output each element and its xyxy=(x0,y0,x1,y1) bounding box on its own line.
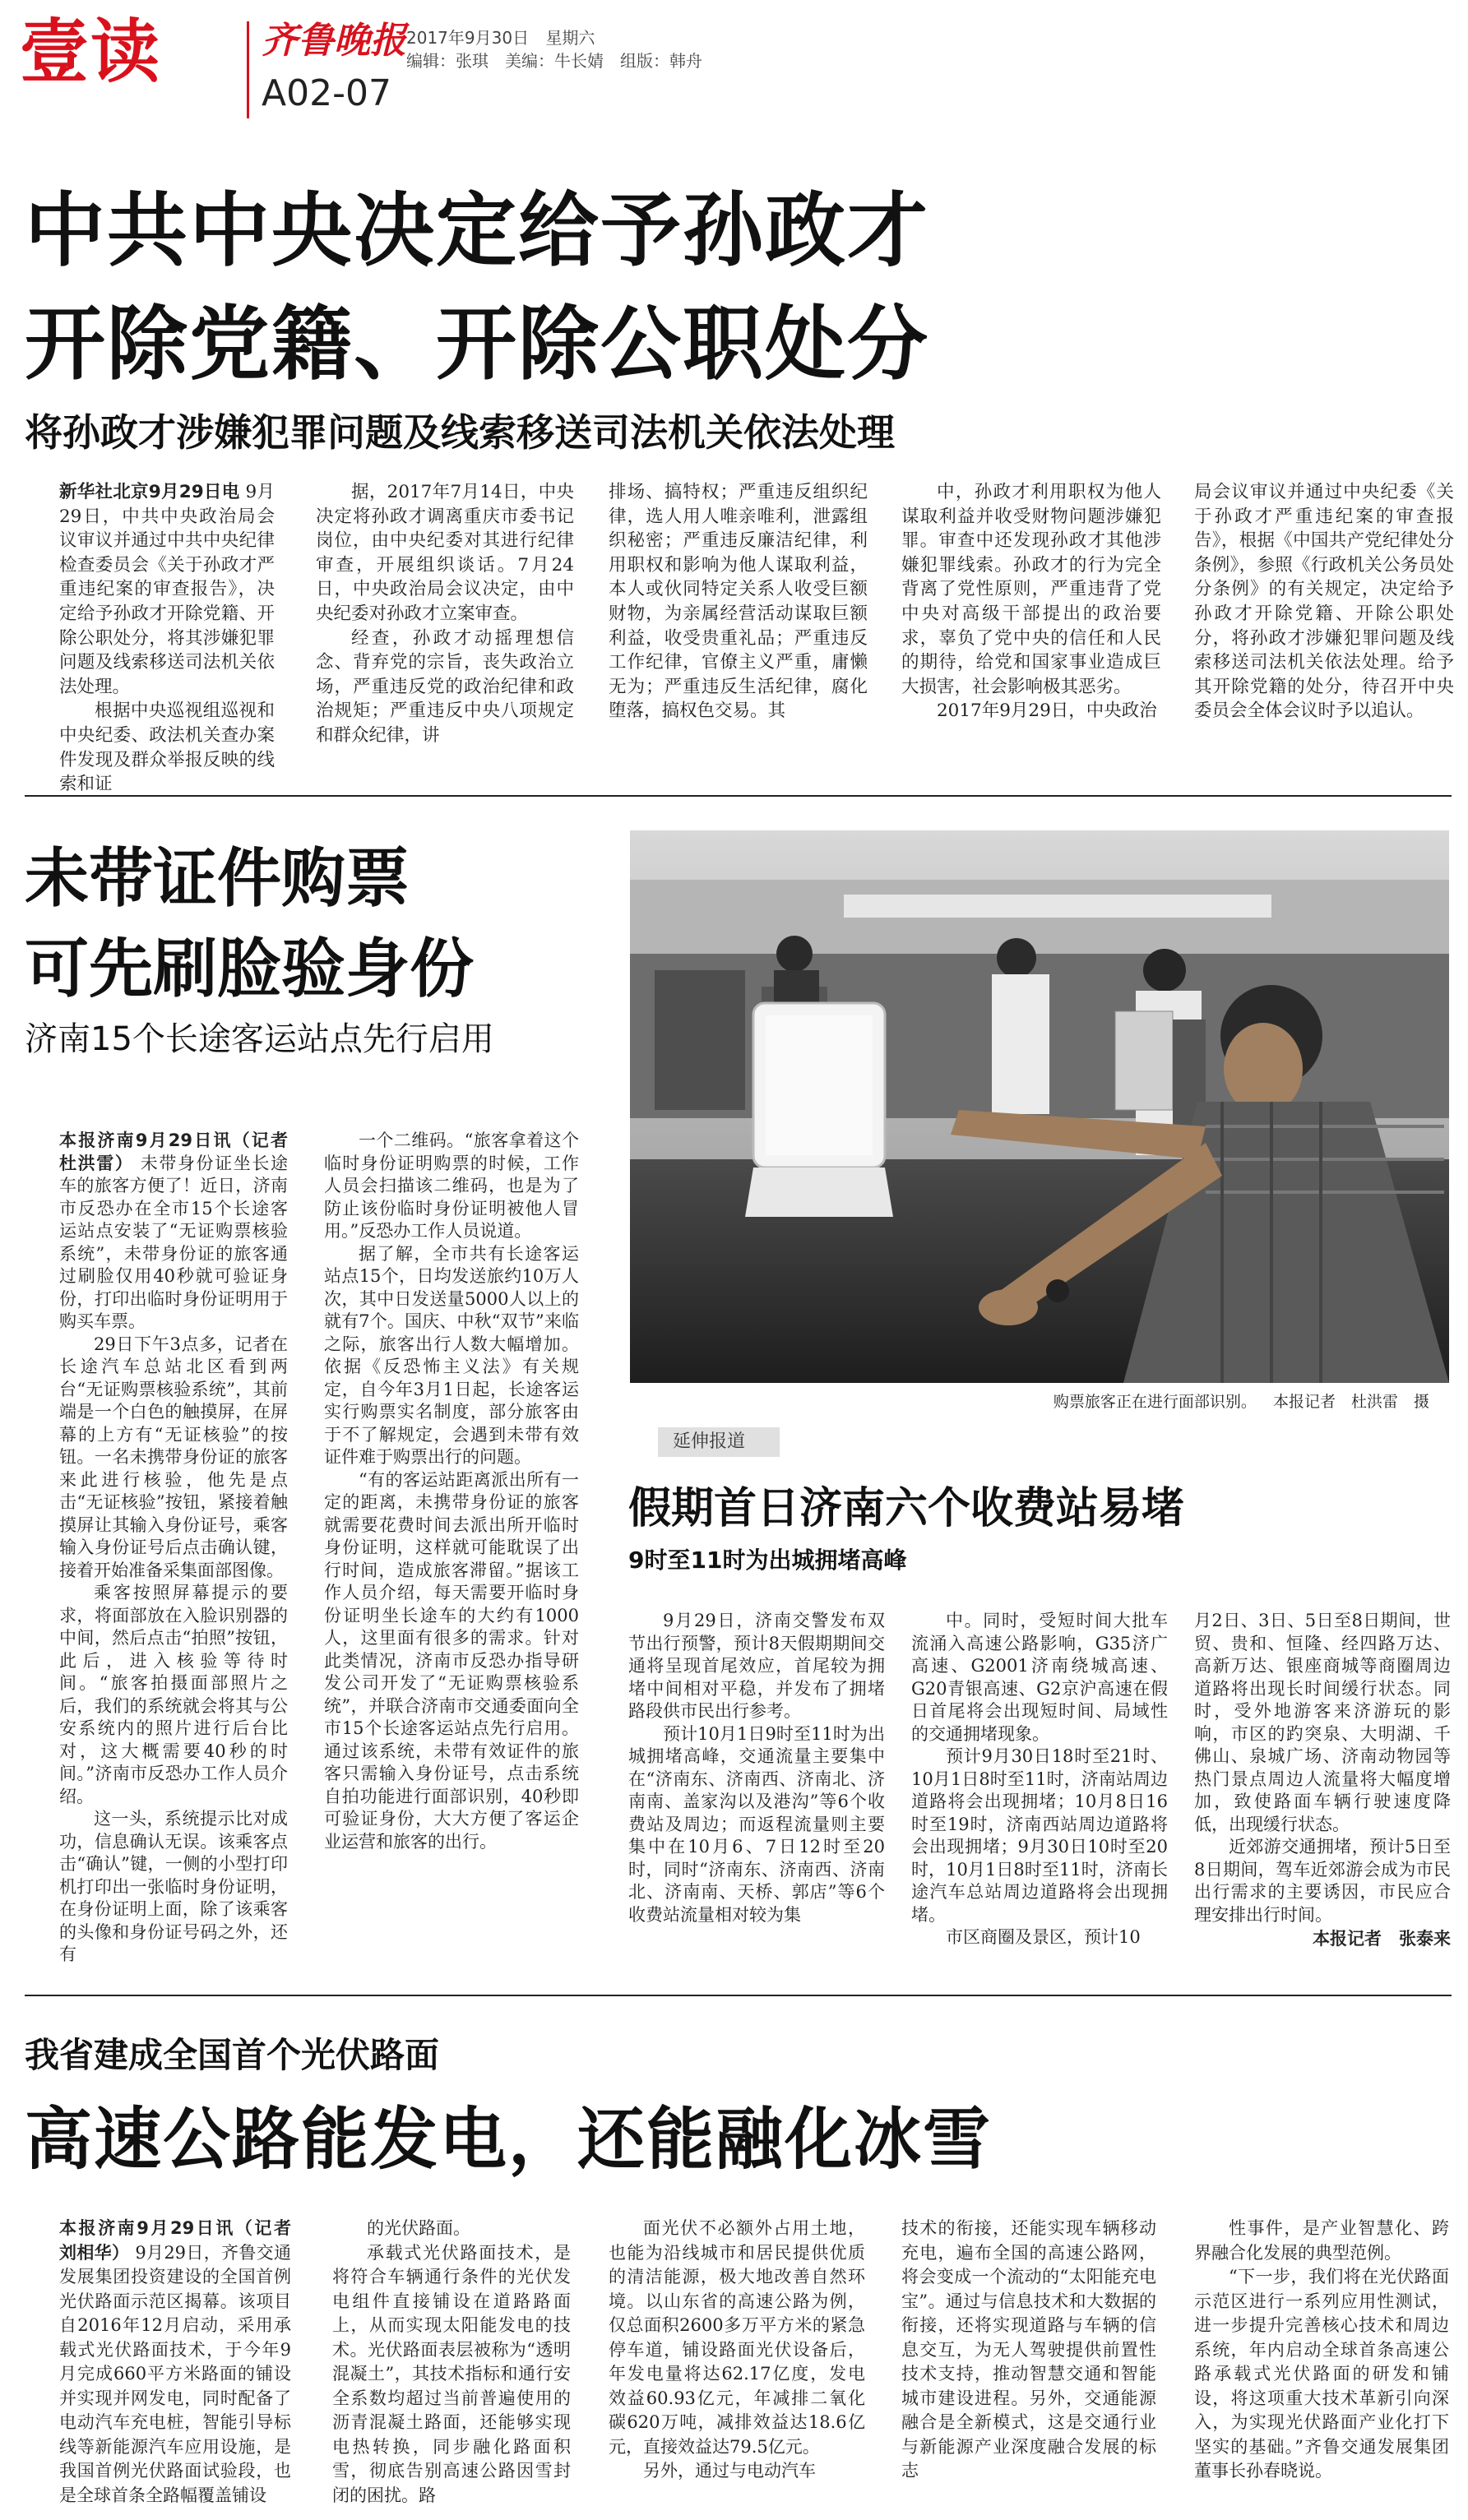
article2-subhead: 济南15个长途客运站点先行启用 xyxy=(25,1020,494,1058)
article2-headline xyxy=(25,834,617,1015)
article1-col2: 据，2017年7月14日，中央决定将孙政才调离重庆市委书记岗位，由中央纪委对其进行纪律审查，开展组织谈话。7月24日，中央政治局会议决定，由中央纪委对孙政才立案审查。 经查，孙政才动摇理想信念、背弃党的宗旨，丧失政治立场，严重违反党的政治纪律和政治规矩；严重违反中央八项规定和群众纪律，讲 xyxy=(316,482,574,746)
face-recognition-photo xyxy=(630,830,1449,1383)
article1-subhead: 将孙政才涉嫌犯罪问题及线索移送司法机关依法处理 xyxy=(25,410,895,455)
article2-col1-text: 未带身份证坐长途车的旅客方便了！近日，济南市反恐办在全市15个长途客运站点安装了“无证购票核验系统”，未带身份证的旅客通过刷脸仅用40秒就可验证身份，打印出临时身份证明用于购买车票。 29日下午3点多，记者在长途汽车总站北区看到两台“无证购票核验系统”，其前端是一个白色的触摸屏，在屏幕的上方有“无证核验”的按钮。一名未携带身份证的旅客来此进行核验，他先是点击“无证核验”按钮，紧接着触摸屏让其输入身份证号，乘客输入身份证号后点击确认键，接着开始准备采集面部图像。 乘客按照屏幕提示的要求，将面部放在入脸识别器的中间，然后点击“拍照”按钮，此后，进入核验等待时间。“旅客拍摄面部照片之后，我们的系统就会将其与公安系统内的照片进行后台比对，这大概需要40秒的时间。”济南市反恐办工作人员介绍。 这一头，系统提示比对成功，信息确认无误。该乘客点击“确认”键，一侧的小型打印机打印出一张临时身份证明，在身份证明上面，除了该乘客的头像和身份证号码之外，还有 xyxy=(59,1153,288,1964)
article4-col4: 技术的衔接，还能实现车辆移动充电，遍布全国的高速公路网，将会变成一个流动的“太阳能充电宝”。通过与信息技术和大数据的衔接，还将实现道路与车辆的信息交互，为无人驾驶提供前置性技术支持，推动智慧交通和智能城市建设进程。另外，交通能源融合是全新模式，这是交通行业与新能源产业深度融合发展的标志 xyxy=(901,2218,1156,2481)
masthead-editors: 编辑：张琪 美编：牛长婧 组版：韩舟 xyxy=(406,51,702,71)
article1-col5: 局会议审议并通过中央纪委《关于孙政才严重违纪案的审查报告》，根据《中国共产党纪律处分条例》，参照《行政机关公务员处分条例》的有关规定，决定给予孙政才开除党籍、开除公职处分，将孙政才涉嫌犯罪问题及线索移送司法机关依法处理。给予其开除党籍的处分，待召开中央委员会全体会议时予以追认。 xyxy=(1194,482,1454,722)
article3-byline: 本报记者 张泰来 xyxy=(1313,1929,1451,1949)
article1-byline: 新华社北京9月29日电 xyxy=(59,482,240,502)
page-code: A02-07 xyxy=(262,72,391,114)
section-divider-1 xyxy=(25,795,1452,797)
masthead-date xyxy=(406,25,595,49)
section-divider-2 xyxy=(25,1995,1452,1996)
photo-caption: 购票旅客正在进行面部识别。 xyxy=(1053,1393,1257,1411)
date-text: 2017年9月30日 xyxy=(406,28,530,48)
article1-headline-line1: 中共中央决定给予孙政才 xyxy=(25,184,930,278)
photo-caption-bar xyxy=(630,1389,1449,1412)
article1-col1-text: 9月29日，中共中央政治局会议审议并通过中共中央纪律检查委员会《关于孙政才严重违纪案的审查报告》，决定给予孙政才开除党籍、开除公职处分，将其涉嫌犯罪问题及线索移送司法机关依法处理。 根据中央巡视组巡视和中央纪委、政法机关查办案件发现及群众举报反映的线索和证 xyxy=(59,482,275,795)
article3-col3-text: 月2日、3日、5日至8日期间，世贸、贵和、恒隆、经四路万达、高新万达、银座商城等商圈周边道路将出现长时间缓行状态。同时，受外地游客来济游玩的影响，市区的趵突泉、大明湖、千佛山、泉城广场、济南动物园等热门景点周边人流量将大幅度增加，致使路面车辆行驶速度降低，出现缓行状态。 近郊游交通拥堵，预计5日至8日期间，驾车近郊游会成为市民出行需求的主要诱因，市民应合理安排出行时间。 xyxy=(1194,1611,1451,1925)
article3-headline: 假期首日济南六个收费站易堵 xyxy=(628,1484,1185,1533)
article3-col3 xyxy=(1194,1610,1451,1975)
article4-col5: 性事件，是产业智慧化、跨界融合化发展的典型范例。 “下一步，我们将在光伏路面示范区进行一系列应用性测试，进一步提升完善核心技术和周边系统，年内启动全球首条高速公路承载式光伏路面的研发和铺设，将这项重大技术革新引向深入，为实现光伏路面产业化打下坚实的基础。”齐鲁交通发展集团董事长孙春晓说。 xyxy=(1194,2218,1449,2481)
article4-byline: 本报济南9月29日讯（记者 刘相华） xyxy=(59,2218,291,2263)
article4-col1-text: 9月29日，齐鲁交通发展集团投资建设的全国首例光伏路面示范区揭幕。该项目自2016年12月启动，采用承载式光伏路面技术，于今年9月完成660平方米路面的铺设并实现并网发电，同时配备了电动汽车充电桩，智能引导标线等新能源汽车应用设施，是我国首例光伏路面试验段，也是全球首条全路幅覆盖铺设 xyxy=(59,2242,291,2505)
article4-kicker: 我省建成全国首个光伏路面 xyxy=(25,2035,440,2075)
article2-col1 xyxy=(59,1130,288,1975)
article3-col2: 中。同时，受短时间大批车流涌入高速公路影响，G35济广高速、G2001济南绕城高速、G20青银高速、G2京沪高速在假日首尾将会出现短时间、局域性的交通拥堵现象。 预计9月30日18时至21时、10月1日8时至11时，济南站周边道路将会出现拥堵；10月8日16时至19时，济南西站周边道路将会出现拥堵；9月30日10时至20时，10月1日8时至11时，济南长途汽车总站周边道路将会出现拥堵。 市区商圈及景区，预计10 xyxy=(911,1611,1168,1947)
article4-col3: 面光伏不必额外占用土地，也能为沿线城市和居民提供优质的清洁能源，极大地改善自然环境。以山东省的高速公路为例，仅总面积2600多万平方米的紧急停车道，铺设路面光伏设备后，年发电量将达62.17亿度，发电效益60.93亿元，年减排二氧化碳620万吨，减排效益达18.6亿元，直接效益达79.5亿元。 另外，通过与电动汽车 xyxy=(609,2218,865,2481)
article4-headline: 高速公路能发电，还能融化冰雪 xyxy=(25,2101,993,2179)
article1-col1 xyxy=(59,480,275,795)
article2-headline-line2: 可先刷脸验身份 xyxy=(25,932,475,1006)
article2-col2: 一个二维码。“旅客拿着这个临时身份证明购票的时候，工作人员会扫描该二维码，也是为了防止该份临时身份证明被他人冒用。”反恐办工作人员说道。 据了解，全市共有长途客运站点15个，日均发送旅约10万人次，其中日发送量5000人以上的就有7个。国庆、中秋“双节”来临之际，旅客出行人数大幅增加。依据《反恐怖主义法》有关规定，自今年3月1日起，长途客运实行购票实名制度，部分旅客由于不了解规定，会遇到未带有效证件难于购票出行的问题。 “有的客运站距离派出所有一定的距离，未携带身份证的旅客就需要花费时间去派出所开临时身份证明，这样就可能耽误了出行时间，造成旅客滞留。”据该工作人员介绍，每天需要开临时身份证明坐长途车的大约有1000人，这里面有很多的需求。针对此类情况，济南市反恐办指导研发公司开发了“无证购票核验系统”，并联合济南市交通委面向全市15个长途客运站点先行启用。通过该系统，未带有效证件的旅客只需输入身份证号，点击系统自拍功能进行面部识别，40秒即可验证身份，大大方便了客运企业运营和旅客的出行。 xyxy=(324,1131,579,1852)
article1-col3: 排场、搞特权；严重违反组织纪律，选人用人唯亲唯利，泄露组织秘密；严重违反廉洁纪律，利用职权和影响为他人谋取利益，本人或伙同特定关系人收受巨额财物，为亲属经营活动谋取巨额利益，收受贵重礼品；严重违反工作纪律，官僚主义严重，庸懒无为；严重违反生活纪律，腐化堕落，搞权色交易。其 xyxy=(609,482,868,722)
masthead-divider xyxy=(247,21,249,118)
article1-headline xyxy=(25,174,1439,401)
paper-logo: 齐鲁晚报 xyxy=(262,20,406,62)
article2-byline: 本报济南9月29日讯（记者 杜洪雷） xyxy=(59,1131,288,1173)
weekday-text: 星期六 xyxy=(545,28,595,48)
article2-headline-line1: 未带证件购票 xyxy=(25,842,410,916)
news-photo xyxy=(630,830,1449,1383)
section-title: 壹读 xyxy=(20,12,162,92)
article4-col1 xyxy=(59,2217,291,2513)
article1-col4: 中，孙政才利用职权为他人谋取利益并收受财物问题涉嫌犯罪。审查中还发现孙政才其他涉嫌犯罪线索。孙政才的行为完全背离了党性原则，严重违背了党中央对高级干部提出的政治要求，辜负了党中央的信任和人民的期待，给党和国家事业造成巨大损害，社会影响极其恶劣。 2017年9月29日，中央政治 xyxy=(901,482,1161,722)
article4-col2: 的光伏路面。 承载式光伏路面技术，是将符合车辆通行条件的光伏发电组件直接铺设在道路路面上，从而实现太阳能发电的技术。光伏路面表层被称为“透明混凝土”，其技术指标和通行安全系数均超过当前普遍使用的沥青混凝土路面，还能够实现电热转换，同步融化路面积雪，彻底告别高速公路因雪封闭的困扰。路 xyxy=(332,2218,571,2505)
photo-credit: 本报记者 杜洪雷 摄 xyxy=(1272,1393,1429,1411)
article3-tag: 延伸报道 xyxy=(658,1427,780,1457)
article3-col1: 9月29日，济南交警发布双节出行预警，预计8天假期期间交通将呈现首尾效应，首尾较为拥堵中间相对平稳，并发布了拥堵路段供市民出行参考。 预计10月1日9时至11时为出城拥堵高峰，交通流量主要集中在“济南东、济南西、济南北、济南南、盖家沟以及港沟”等6个收费站及周边；而返程流量则主要集中在10月6、7日12时至20时，同时“济南东、济南西、济南北、济南南、天桥、郭店”等6个收费站流量相对较为集 xyxy=(628,1611,885,1925)
article1-headline-line2: 开除党籍、开除公职处分 xyxy=(25,298,930,391)
article3-subhead: 9时至11时为出城拥堵高峰 xyxy=(628,1547,907,1574)
